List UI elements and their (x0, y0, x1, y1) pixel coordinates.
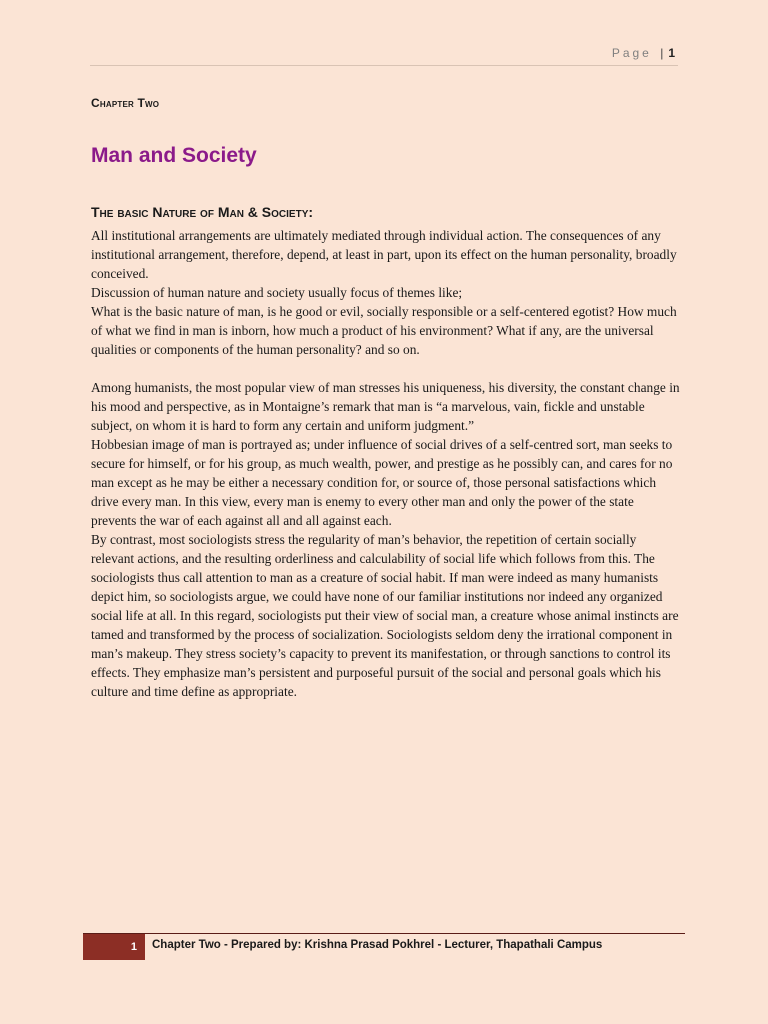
body-text (91, 226, 681, 701)
footer-divider (83, 933, 685, 934)
page-label: Page (611, 46, 652, 60)
paragraph: Among humanists, the most popular view of man stresses his uniqueness, his diversity, the constant change in his mood and perspective, as in Montaigne’s remark that man is “a marvelous, vain, fickle and unstable subject, on whom it is hard to form any certain and uniform judgment.” (91, 380, 680, 433)
paragraph: All institutional arrangements are ultimately mediated through individual action. The consequences of any institutional arrangement, therefore, depend, at least in part, upon its effect on the human personality, broadly conceived. (91, 228, 677, 281)
footer-page-number: 1 (83, 934, 145, 960)
paragraph: What is the basic nature of man, is he good or evil, socially responsible or a self-centered egotist? How much of what we find in man is inborn, how much a product of his environment? What if any, are the universal qualities or components of the human personality? and so on. (91, 304, 677, 357)
paragraph: Discussion of human nature and society usually focus of themes like; (91, 285, 463, 300)
paragraph: By contrast, most sociologists stress the regularity of man’s behavior, the repetition of certain socially relevant actions, and the resulting orderliness and calculability of social life which follows from this. The sociologists thus call attention to man as a creature of social habit. If man were indeed as many humanists depict him, so sociologists argue, we could have none of our familiar institutions nor indeed any organized social life at all. In this regard, sociologists put their view of social man, a creature whose animal instincts are tamed and transformed by the process of socialization. Sociologists seldom deny the irrational component in man’s makeup. They stress society’s capacity to prevent its manifestation, or through sanctions to control its effects. They emphasize man’s persistent and purposeful pursuit of the social and personal goals which his culture and time define as appropriate. (91, 532, 679, 699)
paragraph-spacer (91, 359, 681, 378)
footer-text: Chapter Two - Prepared by: Krishna Prasad Pokhrel - Lecturer, Thapathali Campus (152, 939, 603, 951)
chapter-label: Chapter Two (91, 96, 160, 110)
page-header (612, 46, 678, 60)
header-divider (90, 65, 678, 66)
section-heading: The basic Nature of Man & Society: (91, 204, 314, 220)
page-number: 1 (668, 46, 678, 60)
paragraph: Hobbesian image of man is portrayed as; under influence of social drives of a self-centred sort, man seeks to secure for himself, or for his group, as much wealth, power, and prestige as he possibly can, and cares for no man except as he may be either a necessary condition for, or source of, those personal satisfactions which drive every man. In this view, every man is enemy to every other man and only the power of the state prevents the war of each against all and all against each. (91, 437, 673, 528)
document-title: Man and Society (91, 144, 257, 167)
page-separator: | (660, 46, 667, 60)
